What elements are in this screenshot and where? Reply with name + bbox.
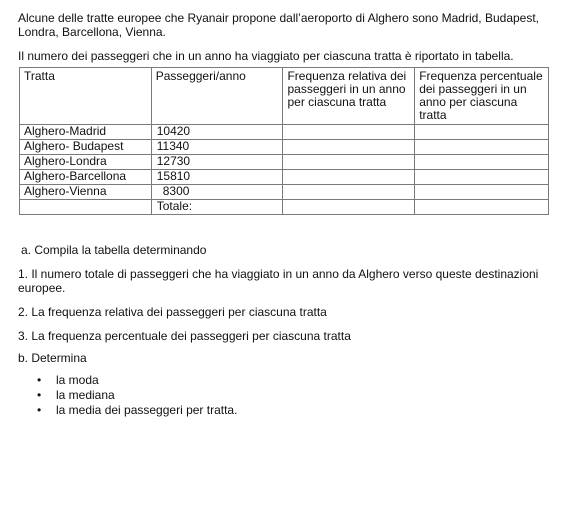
header-passeggeri: Passeggeri/anno xyxy=(151,68,283,125)
header-frequenza-percentuale: Frequenza percentuale dei passeggeri in un anno per ciascuna tratta xyxy=(415,68,549,125)
intro-table-description: Il numero dei passeggeri che in un anno ha viaggiato per ciascuna tratta è riportato in tabella. xyxy=(18,49,514,63)
table-total-row xyxy=(20,200,549,215)
list-item xyxy=(37,373,568,388)
cell-passeggeri: 10420 xyxy=(151,125,283,140)
tasks-section xyxy=(18,243,568,418)
cell-frequenza-relativa xyxy=(283,170,415,185)
cell-passeggeri: 8300 xyxy=(151,185,283,200)
cell-empty xyxy=(415,200,549,215)
cell-passeggeri: 11340 xyxy=(151,140,283,155)
list-item-text: la moda xyxy=(56,373,99,387)
cell-empty xyxy=(20,200,152,215)
task-a: a. Compila la tabella determinando xyxy=(21,243,207,257)
task-b: b. Determina xyxy=(18,351,87,365)
cell-tratta: Alghero-Madrid xyxy=(20,125,152,140)
task-item-3: 3. La frequenza percentuale dei passeggeri per ciascuna tratta xyxy=(18,329,351,343)
passengers-table xyxy=(19,67,549,215)
bullet-icon: • xyxy=(37,388,42,402)
task-item-1: 1. Il numero totale di passeggeri che ha viaggiato in un anno da Alghero verso queste destinazioni europee. xyxy=(18,267,539,295)
intro-paragraph: Alcune delle tratte europee che Ryanair propone dall’aeroporto di Alghero sono Madrid, Budapest, Londra, Barcellona, Vienna. xyxy=(18,11,540,39)
header-tratta: Tratta xyxy=(20,68,152,125)
table-row xyxy=(20,170,549,185)
cell-frequenza-relativa xyxy=(283,125,415,140)
cell-tratta: Alghero-Londra xyxy=(20,155,152,170)
task-item-2: 2. La frequenza relativa dei passeggeri per ciascuna tratta xyxy=(18,305,327,319)
cell-frequenza-percentuale xyxy=(415,155,549,170)
list-item xyxy=(37,388,568,403)
table-header-row xyxy=(20,68,549,125)
bullet-icon: • xyxy=(37,403,42,417)
task-b-list xyxy=(18,373,568,418)
cell-frequenza-percentuale xyxy=(415,140,549,155)
total-label: Totale: xyxy=(151,200,283,215)
list-item-text: la mediana xyxy=(56,388,115,402)
table-row xyxy=(20,185,549,200)
header-frequenza-relativa: Frequenza relativa dei passeggeri in un anno per ciascuna tratta xyxy=(283,68,415,125)
cell-empty xyxy=(283,200,415,215)
cell-frequenza-percentuale xyxy=(415,125,549,140)
cell-frequenza-percentuale xyxy=(415,185,549,200)
list-item-text: la media dei passeggeri per tratta. xyxy=(56,403,238,417)
cell-tratta: Alghero-Barcellona xyxy=(20,170,152,185)
cell-frequenza-relativa xyxy=(283,140,415,155)
cell-tratta: Alghero-Vienna xyxy=(20,185,152,200)
cell-passeggeri: 12730 xyxy=(151,155,283,170)
cell-frequenza-relativa xyxy=(283,185,415,200)
cell-passeggeri: 15810 xyxy=(151,170,283,185)
list-item xyxy=(37,403,568,418)
cell-tratta: Alghero- Budapest xyxy=(20,140,152,155)
bullet-icon: • xyxy=(37,373,42,387)
table-row xyxy=(20,155,549,170)
cell-frequenza-percentuale xyxy=(415,170,549,185)
table-row xyxy=(20,140,549,155)
cell-frequenza-relativa xyxy=(283,155,415,170)
table-row xyxy=(20,125,549,140)
